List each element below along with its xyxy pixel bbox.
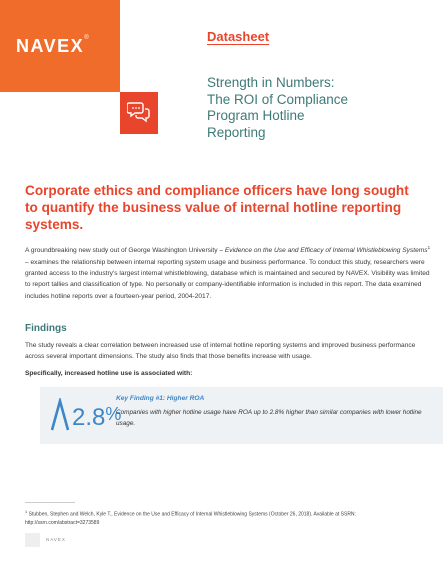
associated-label: Specifically, increased hotline use is associated with: <box>25 370 193 377</box>
stat-value: 2.8 <box>72 404 106 431</box>
title-line: Program Hotline <box>207 108 305 123</box>
title-line: The ROI of Compliance <box>207 91 349 107</box>
findings-paragraph: The study reveals a clear correlation between increased use of internal hotline reporting systems and improved business performance across several important dimensions. The study also finds that those benefits increase with usage. <box>25 342 416 361</box>
headline: Corporate ethics and compliance officers have long sought to quantify the business value of internal hotline reporting systems. <box>25 183 409 232</box>
footnote <box>25 508 425 528</box>
registered-mark: ® <box>84 35 89 41</box>
up-arrow-icon <box>50 398 70 432</box>
key-finding-panel <box>40 387 443 444</box>
key-finding-description: Companies with higher hotline usage have ROA up to 2.8% higher than similar companies with lower hotline usage. <box>116 409 422 427</box>
stat-unit: % <box>105 404 122 424</box>
logo-wordmark: NAVEX <box>16 36 85 56</box>
footnote-number: 1 <box>25 509 28 514</box>
key-finding-title: Key Finding #1: Higher ROA <box>116 395 205 402</box>
footer-logo-box <box>25 533 40 547</box>
speech-bubbles-icon <box>127 101 151 123</box>
study-title: Evidence on the Use and Efficacy of Internal Whistleblowing Systems <box>224 247 428 255</box>
title-line: Strength in Numbers: <box>207 75 335 90</box>
document-title <box>207 75 407 141</box>
footer-brand: NAVEX <box>46 537 66 542</box>
intro-paragraph <box>25 242 435 302</box>
speech-bubbles-icon-block <box>120 92 158 134</box>
findings-heading: Findings <box>25 323 67 334</box>
title-line: Reporting <box>207 124 266 140</box>
footnote-divider <box>25 502 75 503</box>
logo-block <box>0 0 120 92</box>
intro-text-before: A groundbreaking new study out of George Washington University – <box>25 247 225 255</box>
key-finding-stat <box>72 401 121 431</box>
navex-logo <box>16 36 89 57</box>
doc-type-label: Datasheet <box>207 29 270 44</box>
footnote-ref[interactable]: 1 <box>427 245 431 250</box>
intro-text-after: – examines the relationship between internal reporting system usage and business performance. To conduct this study, researchers were granted access to the industry's largest internal whistleblowing, database which is maintained and secured by NAVEX. Visibility was limited to report tallies and classification of type. No personally or company-identifiable information is included in this report. The data examined includes hotline reports over a fourteen-year period, 2004-2017. <box>25 258 430 300</box>
footnote-text: Stubben, Stephen and Welch, Kyle T., Evidence on the Use and Efficacy of Internal Whistleblowing Systems (October 26, 2018). Available at SSRN: http://ssrn.com/abstract=3273589 <box>25 511 356 527</box>
